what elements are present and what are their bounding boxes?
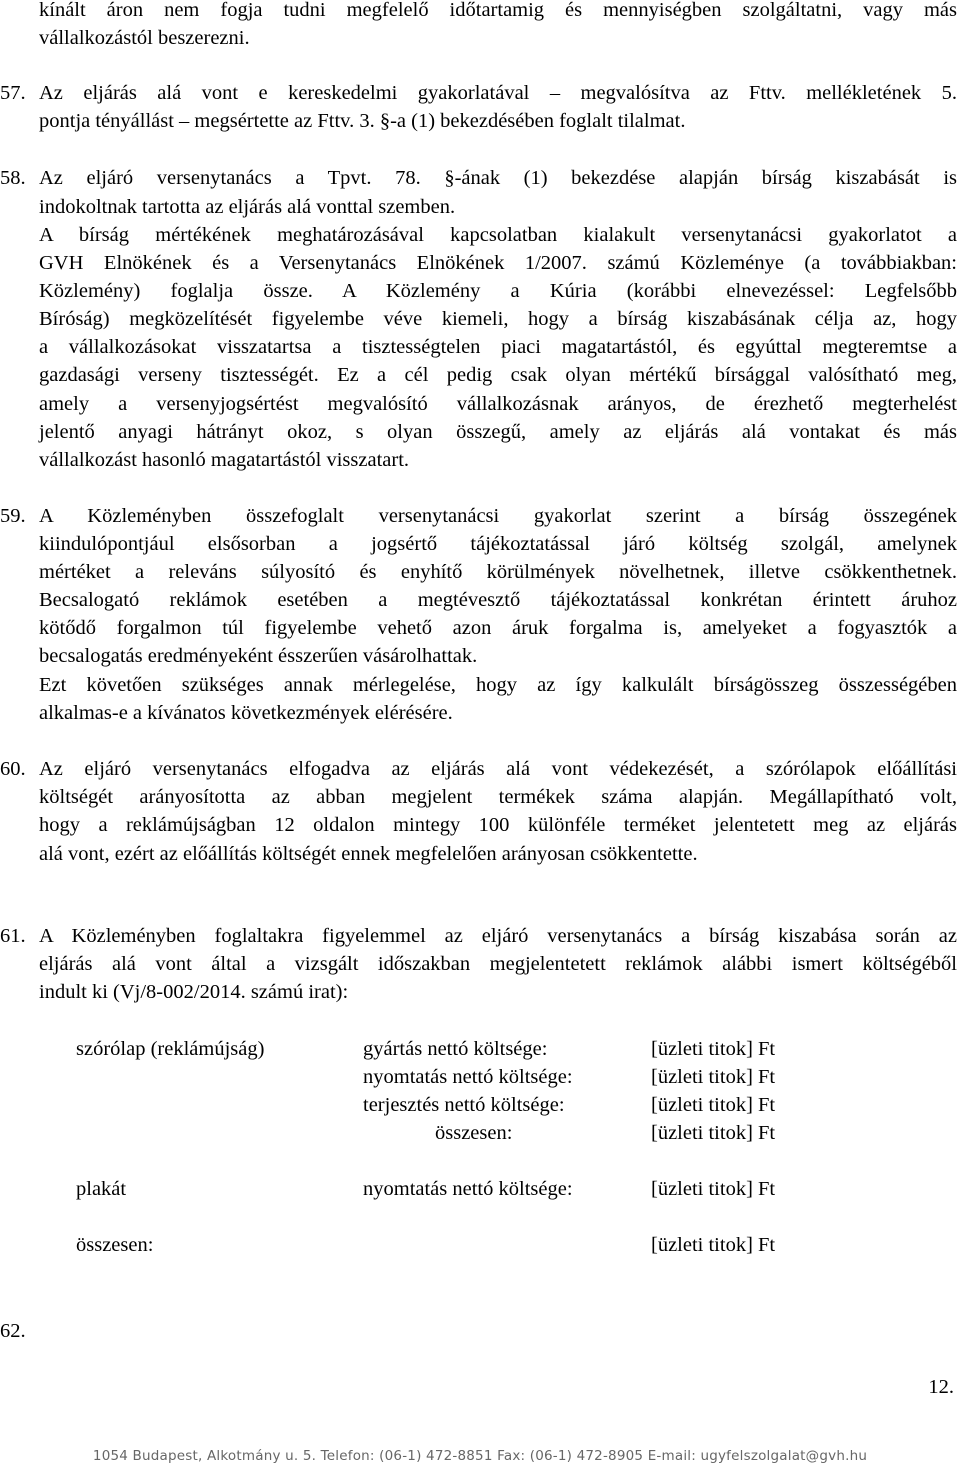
text-line: A Közleményben összefoglalt versenytanácsi gyakorlat szerint a bírság összegének xyxy=(39,505,957,527)
table-cell-label: összesen: xyxy=(435,1122,513,1144)
table-cell-value: [üzleti titok] Ft xyxy=(651,1234,776,1256)
table-cell-label: terjesztés nettó költsége: xyxy=(363,1094,565,1116)
table-cell-label: gyártás nettó költsége: xyxy=(363,1038,548,1060)
text-line: kiindulópontjául elsősorban a jogsértő tájékoztatással járó költség szolgál, amelynek xyxy=(39,533,957,555)
paragraph-number: 60. xyxy=(0,758,26,780)
paragraph-number: 58. xyxy=(0,167,26,189)
text-line: Az eljáró versenytanács a Tpvt. 78. §-ának (1) bekezdése alapján bírság kiszabását is xyxy=(39,167,957,189)
text-line: A bírság mértékének meghatározásával kapcsolatban kialakult versenytanácsi gyakorlatot a xyxy=(39,224,957,246)
table-cell-item: összesen: xyxy=(76,1234,154,1256)
table-cell-value: [üzleti titok] Ft xyxy=(651,1122,776,1144)
paragraph-number: 62. xyxy=(0,1320,26,1342)
table-cell-value: [üzleti titok] Ft xyxy=(651,1178,776,1200)
text-line: A Közleményben foglaltakra figyelemmel az eljáró versenytanács a bírság kiszabása során az xyxy=(39,925,957,947)
text-line: Az eljárás alá vont e kereskedelmi gyakorlatával – megvalósítva az Fttv. mellékletének 5. xyxy=(39,82,957,104)
table-cell-label: nyomtatás nettó költsége: xyxy=(363,1178,573,1200)
text-line: gazdasági verseny tisztességét. Ez a cél pedig csak olyan mértékű bírsággal valósítható meg, xyxy=(39,364,957,386)
text-line: eljárás alá vont által a vizsgált időszakban megjelentetett reklámok alábbi ismert költségéből xyxy=(39,953,957,975)
table-cell-value: [üzleti titok] Ft xyxy=(651,1066,776,1088)
text-line: pontja tényállást – megsértette az Fttv. 3. §-a (1) bekezdésében foglalt tilalmat. xyxy=(39,110,686,132)
paragraph-number: 59. xyxy=(0,505,26,527)
table-cell-item: szórólap (reklámújság) xyxy=(76,1038,265,1060)
text-line: jelentő anyagi hátrányt okoz, s olyan összegű, amely az eljárás alá vontakat és más xyxy=(39,421,957,443)
text-line: kötődő forgalmon túl figyelembe vehető azon áruk forgalma is, amelyeket a fogyasztók a xyxy=(39,617,957,639)
text-line: Becsalogató reklámok esetében a megtévesztő tájékoztatással konkrétan érintett áruhoz xyxy=(39,589,957,611)
text-line: indult ki (Vj/8-002/2014. számú irat): xyxy=(39,981,349,1003)
table-cell-item: plakát xyxy=(76,1178,127,1200)
paragraph-number: 61. xyxy=(0,925,26,947)
text-line: hogy a reklámújságban 12 oldalon mintegy 100 különféle terméket jelentetett meg az eljárás xyxy=(39,814,957,836)
text-line: Bíróság) megközelítését figyelembe véve kiemeli, hogy a bírság kiszabásának célja az, hogy xyxy=(39,308,957,330)
text-line: vállalkozást hasonló magatartástól visszatart. xyxy=(39,449,410,471)
page-number: 12. xyxy=(928,1376,954,1398)
page-footer: 1054 Budapest, Alkotmány u. 5. Telefon: (06-1) 472-8851 Fax: (06-1) 472-8905 E-mail: ugyfelszolgalat@gvh.hu xyxy=(92,1448,868,1464)
text-line: Ezt követően szükséges annak mérlegelése, hogy az így kalkulált bírságösszeg összességében xyxy=(39,674,957,696)
table-cell-value: [üzleti titok] Ft xyxy=(651,1038,776,1060)
table-cell-label: nyomtatás nettó költsége: xyxy=(363,1066,573,1088)
table-cell-value: [üzleti titok] Ft xyxy=(651,1094,776,1116)
text-line: vállalkozástól beszerezni. xyxy=(39,27,250,49)
text-line: GVH Elnökének és a Versenytanács Elnökének 1/2007. számú Közleménye (a továbbiakban: xyxy=(39,252,957,274)
text-line: költségét arányosította az abban megjelent termékek száma alapján. Megállapítható volt, xyxy=(39,786,957,808)
text-line: becsalogatás eredményeként ésszerűen vásárolhattak. xyxy=(39,645,478,667)
text-line: mértéket a releváns súlyosító és enyhítő körülmények növelhetnek, illetve csökkenthetnek. xyxy=(39,561,957,583)
paragraph-number: 57. xyxy=(0,82,26,104)
text-line: a vállalkozásokat visszatartsa a tisztességtelen piaci magatartástól, és egyúttal megteremtse a xyxy=(39,336,957,358)
text-line: alá vont, ezért az előállítás költségét ennek megfelelően arányosan csökkentette. xyxy=(39,843,698,865)
text-line: amely a versenyjogsértést megvalósító vállalkozásnak arányos, de érezhető megterhelést xyxy=(39,393,957,415)
text-line: Közlemény) foglalja össze. A Közlemény a Kúria (korábbi elnevezéssel: Legfelsőbb xyxy=(39,280,957,302)
text-line: kínált áron nem fogja tudni megfelelő időtartamig és mennyiségben szolgáltatni, vagy más xyxy=(39,0,957,21)
text-line: indokoltnak tartotta az eljárás alá vonttal szemben. xyxy=(39,196,456,218)
text-line: alkalmas-e a kívánatos következmények elérésére. xyxy=(39,702,453,724)
text-line: Az eljáró versenytanács elfogadva az eljárás alá vont védekezését, a szórólapok előállítási xyxy=(39,758,957,780)
